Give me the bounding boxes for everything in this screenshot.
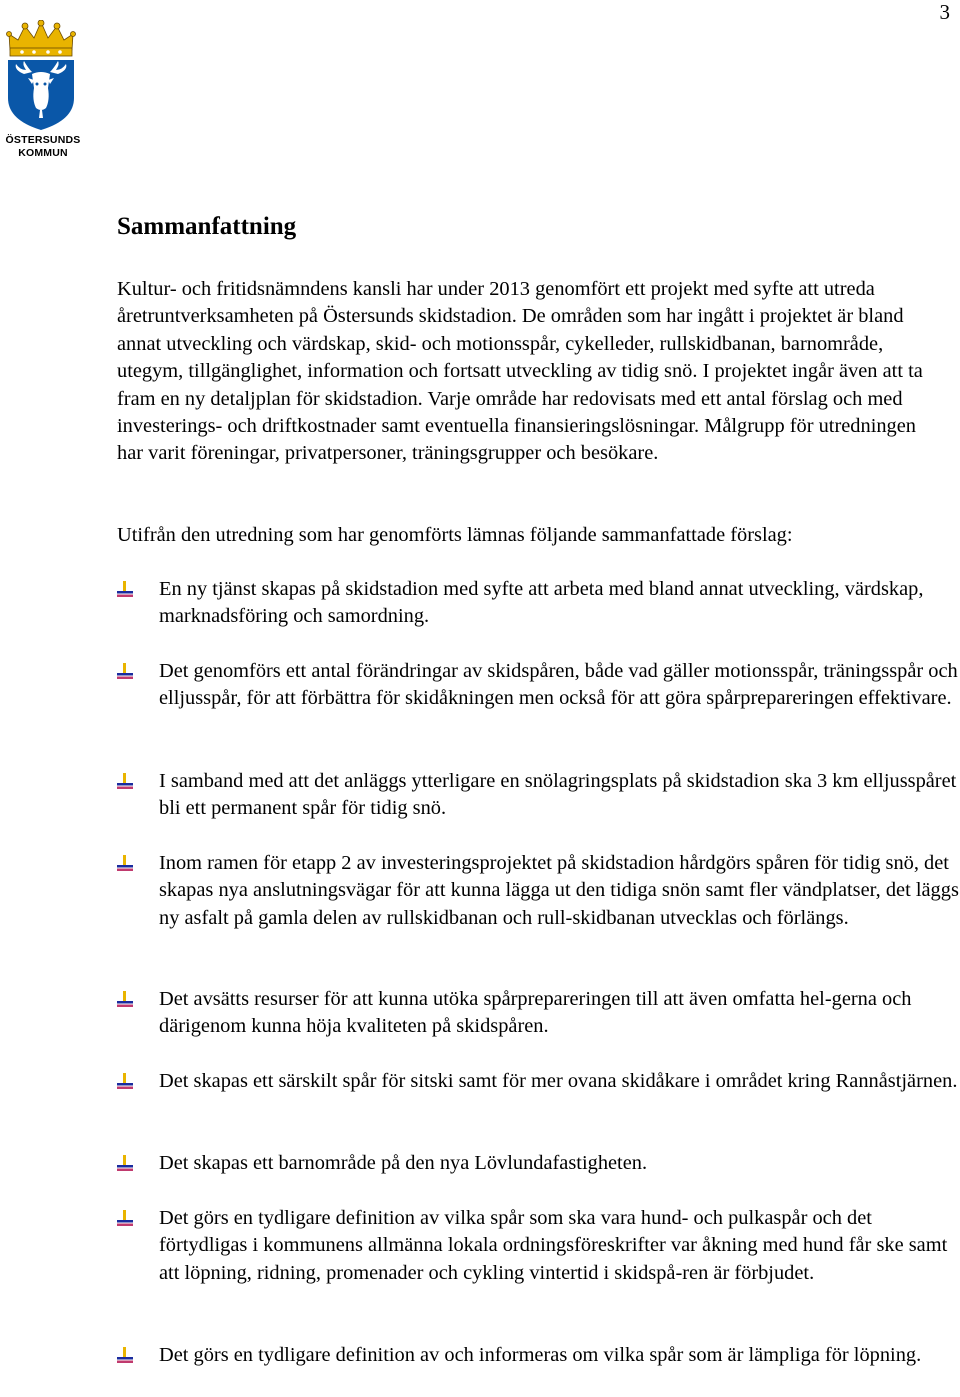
stacked-bars-bullet-icon xyxy=(117,1073,133,1089)
list-item xyxy=(159,1068,959,1095)
crown-and-shield-icon xyxy=(4,20,78,132)
proposals-intro-paragraph: Utifrån den utredning som har genomförts lämnas följande sammanfattade förslag: xyxy=(117,524,793,546)
stacked-bars-bullet-icon xyxy=(117,581,133,597)
list-item-text: Det görs en tydligare definition av vilka spår som ska vara hund- och pulkaspår och det förtydligas i kommunens allmänna lokala ordningsföreskrifter var åkning med hund får ske samt att löpning, ridning, promenader och cykling vintertid i skidspå-ren är förbjudet. xyxy=(159,1207,948,1284)
section-heading: Sammanfattning xyxy=(117,213,297,240)
intro-paragraph: Kultur- och fritidsnämndens kansli har under 2013 genomfört ett projekt med syfte att utreda åretruntverksamheten på Östersunds skidstadion. De områden som har ingått i projektet är bland annat utveckling och värdskap, skid- och motionsspår, cykelleder, rullskidbanan, barnområde, utegym, tillgänglighet, information och fortsatt utveckling av tidig snö. I projektet ingår även att ta fram en ny detaljplan för skidstadion. Varje område har redovisats med ett antal förslag och med investerings- och driftkostnader samt eventuella finansieringslösningar. Målgrupp för utredningen har varit föreningar, privatpersoner, träningsgrupper och besökare. xyxy=(117,278,923,465)
list-item xyxy=(159,1342,959,1369)
list-item xyxy=(159,986,959,1041)
list-item-text: Det genomförs ett antal förändringar av skidspåren, både vad gäller motionsspår, träningsspår och elljusspår, för att förbättra för skidåkningen men också för att göra spårprepareringen effektivare. xyxy=(159,660,958,710)
stacked-bars-bullet-icon xyxy=(117,855,133,871)
list-item xyxy=(159,1150,959,1177)
list-item-text: Det skapas ett särskilt spår för sitski samt för mer ovana skidåkare i området kring Rannåstjärnen. xyxy=(159,1070,958,1092)
stacked-bars-bullet-icon xyxy=(117,991,133,1007)
logo-text-ostersunds: ÖSTERSUNDS xyxy=(5,134,81,146)
list-item-text: Inom ramen för etapp 2 av investeringsprojektet på skidstadion hårdgörs spåren för tidig snö, det skapas nya anslutningsvägar för att kunna lägga ut den tidiga snön samt fler vändplatser, det läggs ny asfalt på gamla delen av rullskidbanan och rull-skidbanan utvecklas och förlängs. xyxy=(159,852,959,929)
list-item xyxy=(159,768,959,823)
list-item-text: I samband med att det anläggs ytterligare en snölagringsplats på skidstadion ska 3 km elljusspåret bli ett permanent spår för tidig snö. xyxy=(159,770,957,820)
stacked-bars-bullet-icon xyxy=(117,773,133,789)
list-item xyxy=(159,576,959,631)
list-item-text: Det avsätts resurser för att kunna utöka spårprepareringen till att även omfatta hel-gerna och därigenom kunna höja kvaliteten på skidspåren. xyxy=(159,988,912,1038)
list-item-text: Det görs en tydligare definition av och informeras om vilka spår som är lämpliga för löpning. xyxy=(159,1344,922,1366)
stacked-bars-bullet-icon xyxy=(117,1347,133,1363)
list-item-text: En ny tjänst skapas på skidstadion med syfte att arbeta med bland annat utveckling, värdskap, marknadsföring och samordning. xyxy=(159,578,924,628)
stacked-bars-bullet-icon xyxy=(117,1155,133,1171)
stacked-bars-bullet-icon xyxy=(117,1210,133,1226)
list-item xyxy=(159,1205,959,1287)
coat-of-arms-logo xyxy=(4,20,81,162)
list-item xyxy=(159,658,959,713)
stacked-bars-bullet-icon xyxy=(117,663,133,679)
list-item xyxy=(159,850,959,932)
page-number: 3 xyxy=(939,0,950,24)
logo-text-kommun: KOMMUN xyxy=(18,147,68,159)
list-item-text: Det skapas ett barnområde på den nya Lövlundafastigheten. xyxy=(159,1152,648,1174)
